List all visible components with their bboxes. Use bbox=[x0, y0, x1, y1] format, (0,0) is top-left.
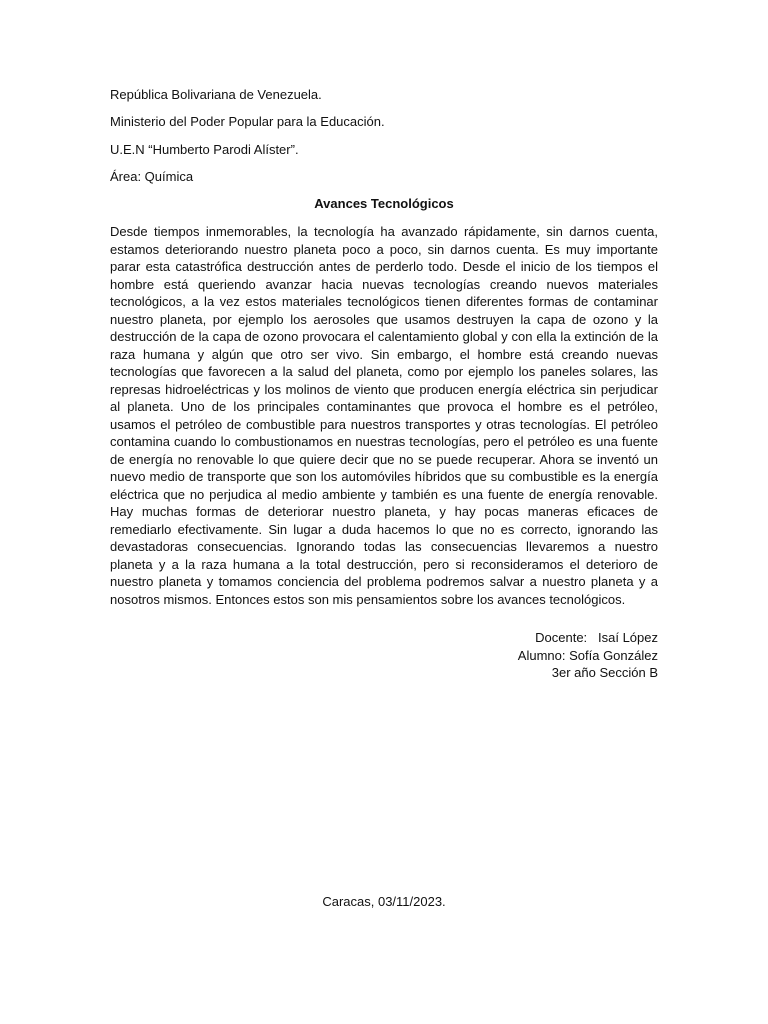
header-ministry-line: Ministerio del Poder Popular para la Educación. bbox=[110, 114, 385, 129]
student-line: Alumno: Sofía González bbox=[517, 647, 658, 663]
signature-block bbox=[518, 629, 658, 682]
header-country-line: República Bolivariana de Venezuela. bbox=[110, 87, 322, 102]
document-title: Avances Tecnológicos bbox=[314, 196, 454, 211]
body-paragraph: Desde tiempos inmemorables, la tecnología ha avanzado rápidamente, sin darnos cuenta, estamos deteriorando nuestro planeta poco a poco, sin darnos cuenta. Es muy importante parar esta catastrófica destrucción antes de perderlo todo. Desde el inicio de los tiempos el hombre está queriendo avanzar hacia nuevas tecnologías creando nuevos materiales tecnológicos, a la vez estos materiales tecnológicos tienen diferentes formas de contaminar nuestro planeta, por ejemplo los aerosoles que usamos destruyen la capa de ozono y la destrucción de la capa de ozono provocara el calentamiento global y con ella la extinción de la raza humana y algún que otro ser vivo. Sin embargo, el hombre está creando nuevas tecnologías que favorecen a la salud del planeta, como por ejemplo los paneles solares, las represas hidroeléctricas y los molinos de viento que producen energía eléctrica sin perjudicar al planeta. Uno de los principales contaminantes que provoca el hombre es el petróleo, usamos el petróleo de combustible para nuestros transportes y otras tecnologías. El petróleo contamina cuando lo combustionamos en nuestras tecnologías, pero el petróleo es una fuente de energía no renovable lo que quiere decir que no se puede recuperar. Ahora se inventó un nuevo medio de transporte que son los automóviles híbridos que su combustible es la energía eléctrica que no perjudica al medio ambiente y también es una fuente de energía renovable. Hay muchas formas de deteriorar nuestro planeta, y hay pocas maneras eficaces de remediarlo efectivamente. Sin lugar a duda hacemos lo que no es correcto, ignorando las devastadoras consecuencias. Ignorando todas las consecuencias llevaremos a nuestro planeta y a la raza humana a la total destrucción, pero si reconsideramos el deterioro de nuestro planeta y tomamos conciencia del problema podremos salvar a nuestro planeta y a nosotros mismos. Entonces estos son mis pensamientos sobre los avances tecnológicos. bbox=[110, 224, 658, 607]
teacher-line: Docente: Isaí López bbox=[535, 630, 658, 645]
footer-date: Caracas, 03/11/2023. bbox=[322, 894, 446, 909]
header-subject-line: Área: Química bbox=[110, 169, 194, 184]
header-school-line: U.E.N “Humberto Parodi Alíster”. bbox=[110, 142, 299, 157]
section-line: 3er año Sección B bbox=[551, 665, 658, 680]
